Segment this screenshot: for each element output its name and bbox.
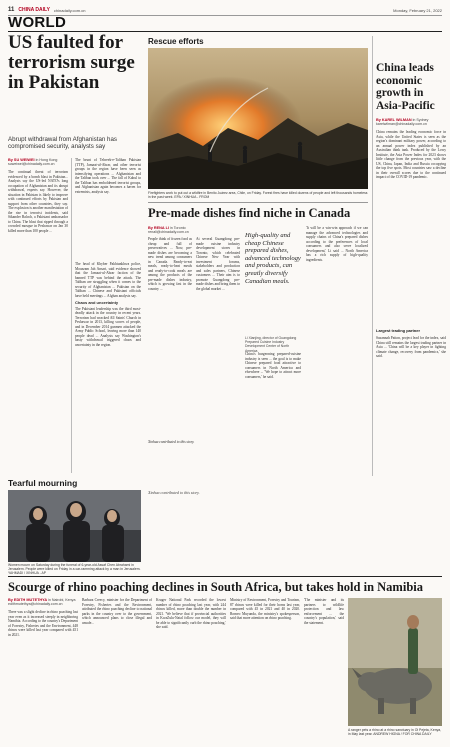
rescue-title: Rescue efforts <box>148 37 204 46</box>
mid-column-3: China's burgeoning prepared-cuisine industry is seen ... the goal is to make Chinese prepared food attractive to consumers in North America and elsewhere ... 'We hope to attract more consumers,' he said. <box>245 352 301 379</box>
lead-byline <box>8 158 68 167</box>
lead-column-2: The brunt of Tehreek-e-Taliban Pakistan (TTP), Jamaat-ul-Ahrar, and other terrorist groups in the region have been seen as intensifying operations ... Afghanistan and the Taliban took over ... The fall of Kabul to the Taliban has emboldened terrorist groups, and Afghanistan again becomes a haven for extremists, analysts say. <box>75 158 141 194</box>
masthead <box>8 6 442 14</box>
lead-column-3-text: The head of Khyber Pakhtunkhwa police, Moazzam Jah Ansari, said evidence showed that the Jamaat-ul-Ahrar faction of the banned TTP was behind the attack. The Taliban are struggling when it comes to the security of Afghanistan ... Pakistan on the Taliban ... Chinese and Pakistani officials have held meetings ... Afghan analysts say. <box>75 262 141 298</box>
right-column-2: Susannah Patton, project lead for the index, said China still remains the largest trading partner in Asia ... 'China will be a key player in fighting climate change, recovery from pandemics,' she said. <box>376 336 446 358</box>
bottom-headline: Scourge of rhino poaching declines in South Africa, but takes hold in Namibia <box>8 580 423 594</box>
lead-deck: Abrupt withdrawal from Afghanistan has compromised security, analysts say <box>8 136 118 151</box>
mourning-caption: Women mourn on Saturday during the funeral of 6-year-old Assaf Chen Abrahami in Jerusalem. People were killed on Friday in a car-ramming attack by a man in Jerusalem. YAHMADI / XINHUA - AP <box>8 563 141 576</box>
bottom-column-3: Kruger National Park recorded the lowest number of rhino poaching last year, with 244 rhinos killed, more than double the number in 2021. 'We believe that if provincial authorities in KwaZulu-Natal follow our model, they will be able to significantly curb the rhino poaching,' she said. <box>156 598 226 629</box>
mid-byline-email[interactable]: renali@chinadaily.com.cn <box>148 230 189 235</box>
page-number-left: 11 <box>8 7 15 13</box>
rescue-photo <box>148 48 368 189</box>
issue-date: Monday, February 21, 2022 <box>393 7 442 13</box>
mid-column-2: At several Guangdong pre-made cuisine industry development stores in Toronto, which celebrated Chinese New Year with investment forums, stakeholders and production and sales partners, Chinese customers ... Their aim is to promote Guangdong pre-made dishes and bring them to the global market ... <box>196 237 240 291</box>
mid-byline-place: in Toronto <box>169 226 186 230</box>
rhino-photo <box>348 598 442 726</box>
right-byline <box>376 118 446 127</box>
column-divider <box>71 158 72 473</box>
bottom-byline <box>8 598 78 607</box>
bottom-column-4: Ministry of Environment, Forestry and Tourism, 87 rhinos were killed for their horns last year, compared with 45 in 2021 and 40 in 2020. Romeo Muyunda, the ministry's spokesperson, said that more attention on rhino poaching. <box>230 598 300 620</box>
mid-pull-quote: High-quality and cheap Chinese prepared dishes, advanced technology and products, can greatly diversify Canadian meals. <box>245 232 301 285</box>
bottom-byline-place: in Nairobi, Kenya <box>48 598 76 602</box>
mid-byline <box>148 226 240 235</box>
mid-column-1: People think of frozen food as cheap and full of preservatives ... Now, pre-made dishes are becoming a new trend among consumers in Canada. Ready-to-eat meals, ready-to-heat meals and ready-to-cook meals are among the products of the pre-made dishes industry, which is growing fast in the country ... <box>148 237 192 291</box>
mid-column-4: 'It will be a win-win approach if we can manage the advanced technologies and supply chains of China's prepared dishes according to the preferences of local consumers and also serve localized development,' Li said ... North America has a rich supply of high-quality ingredients. <box>306 226 368 262</box>
rhino-caption: A ranger pets a rhino at a rhino sanctuary in Ol Pejeta, Kenya, in May last year. ANDREW HIGNA / FOR CHINA DAILY <box>348 728 442 737</box>
mid-pull-quote-attribution: Li Xianjing, director of Guangdong Prepared Cuisine Industry Development Center of North America <box>245 336 297 353</box>
bottom-column-5: 'The minister and its partners to wildlife protection and law enforcement ... the country's population,' said the statement. <box>304 598 344 625</box>
masthead-rule <box>8 15 442 16</box>
bottom-column-1: There was a slight decline in rhino poaching last year even as it increased steeply in neighboring Namibia. According to the country's Department of Forestry, Fisheries and the Environment, 448 rhinos were killed last year compared with 451 in 2021. <box>8 610 78 637</box>
right-byline-name: By KAREL WILMAN <box>376 118 412 122</box>
mid-headline: Pre-made dishes find niche in Canada <box>148 206 351 220</box>
tearful-note: Xinhua contributed to this story. <box>148 490 200 495</box>
lead-column-3 <box>75 262 141 473</box>
lead-column-1: The continual threat of terrorism evidenced by a bomb blast in Pakistan... Analysts say the US-led NATO's long occupation of Afghanistan and its abrupt withdrawal, experts say. However, the situation in Pakistan is likely to improve with continued efforts by Pakistan and support from other countries, they say. The explosion is another manifestation of the rise in terrorist incidents, said Sikander Baloch, a Pakistani ambassador to China. The blast that ripped through a crowded mosque in Peshawar on Jan 30 killed more than 100 people ... <box>8 170 68 233</box>
right-column-divider <box>372 36 373 476</box>
section-title: WORLD <box>8 14 67 31</box>
lead-headline: US faulted for terrorism surge in Pakistan <box>8 32 135 93</box>
lead-subhead: Chaos and uncertainty <box>75 300 119 305</box>
tearful-title: Tearful mourning <box>8 478 78 488</box>
bottom-byline-name: By EDITH MUTETHYA <box>8 598 48 602</box>
right-subhead: Largest trading partner <box>376 328 421 333</box>
right-headline: China leads economic growth in Asia-Pacific <box>376 62 435 112</box>
bottom-rule <box>8 576 442 577</box>
mid-rule <box>148 202 368 203</box>
site-url: chinadaily.com.cn <box>53 7 86 13</box>
lead-contributor: Xinhua contributed to this story. <box>148 440 195 444</box>
lead-byline-email[interactable]: suweiwei@chinadaily.com.cn <box>8 162 55 167</box>
mid-byline-name: By RENA LI <box>148 226 169 230</box>
right-column-1: China remains the leading economic force in Asia, while the United States is seen as the region's dominant military power, according to an annual power index published by an Australian think tank. Produced by the Lowy Institute, the Asia Power Index for 2023 shows little change from the previous year, with the US, China, Japan, India and Russia occupying the top five spots. Most countries saw a decline in their overall scores due to the continued impact of the COVID-19 pandemic. <box>376 130 446 179</box>
lead-byline-name: By SU WEIWEI <box>8 158 35 162</box>
lead-byline-place: in Hong Kong <box>35 158 58 162</box>
bottom-column-2: Barbara Creecy, minister for the Department of Forestry, Fisheries and the Environment, attributed the rhino poaching decline to national parks in the country over to the government, which announced plans to close illegal and unsafe... <box>82 598 152 625</box>
newspaper-logo: CHINA DAILY <box>18 7 50 13</box>
bottom-byline-email[interactable]: edithmutethya@chinadaily.com.cn <box>8 602 63 607</box>
right-byline-email[interactable]: karelwilman@chinadaily.com.cn <box>376 122 427 127</box>
right-byline-place: in Sydney <box>412 118 429 122</box>
lead-column-4-text: The Pakistani leadership was the third most-deadly attack in the country in recent years. Terrorism had wracked All Saints' Church in Peshawar in 2013, killing scores of people, and in December 2014 gunmen attacked the Army Public School, leaving more than 140 people dead ... Analysts say Washington's hasty withdrawal triggered chaos and uncertainty in the region. <box>75 306 141 347</box>
rescue-caption: Firefighters work to put out a wildfire in Benito Juárez area, Chile, on Friday. Forest fires have killed dozens of people and left thousands homeless in the past week. EPA / XINHUA - FROM <box>148 191 368 200</box>
mourning-photo <box>8 490 141 562</box>
